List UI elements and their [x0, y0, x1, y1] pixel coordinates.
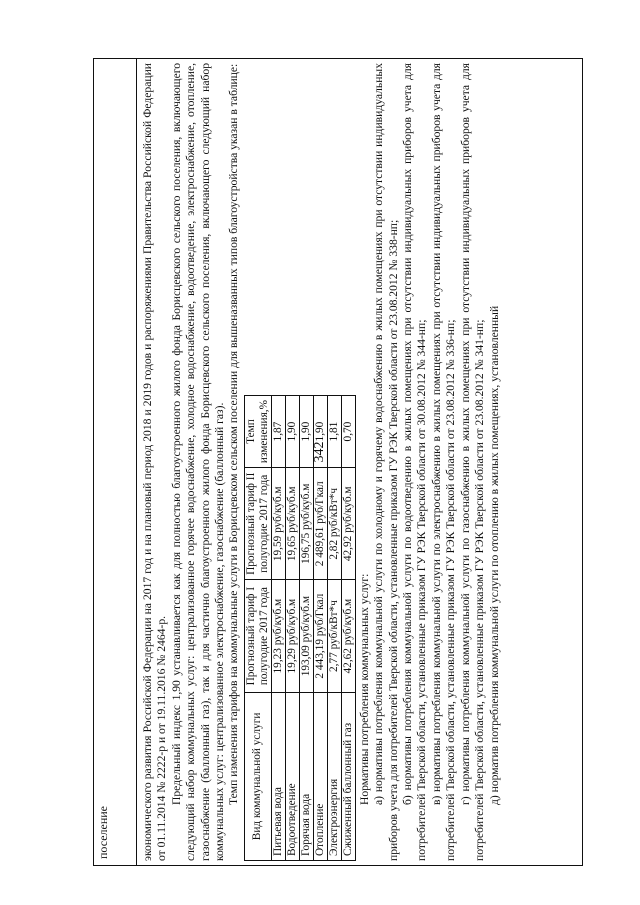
tariff-h1: 2 443,19 руб/Гкал — [313, 580, 327, 692]
document-body — [141, 63, 580, 861]
norm-item-a: а) нормативы потребления коммунальной услуги по холодному и горячему водоснабжению в жилых помещениях при отсутствии индивидуальных приборов учета для потребителей Тверской области, установленные приказом ГУ РЭК Тверской области от 23.08.2012 № 338-нп; — [372, 63, 400, 861]
norm-item-v: в) нормативы потребления коммунальной услуги по электроснабжению в жилых помещениях при отсутствии индивидуальных приборов учета для потребителей Тверской области, установленные приказом ГУ РЭК Тверской области от 23.08.2012 № 336-нп; — [429, 63, 458, 861]
tariff-h2: 2 489,61 руб/Гкал — [313, 468, 327, 580]
rate-change: 1,90 — [299, 396, 313, 468]
tariff-h2: 42,92 руб/куб.м — [341, 468, 355, 580]
norms-heading: Нормативы потребления коммунальных услуг: — [357, 573, 371, 805]
service-name: Отопление — [313, 692, 327, 860]
paragraph-table-intro: Темп изменения тарифов на коммунальные услуги в Борисцевском сельском поселении для вышеназванных типов благоустройства указан в таблице: — [227, 63, 241, 805]
rate-change: 1,81 — [327, 396, 341, 468]
column-header-tariff-h2: Прогнозный тариф II полугодие 2017 года — [244, 468, 271, 580]
tariff-h2: 196,75 руб/куб.м — [299, 468, 313, 580]
norm-item-g: г) нормативы потребления коммунальной услуги по газоснабжению в жилых помещениях при отсутствии индивидуальных приборов учета для потребителей Тверской области, установленные приказом ГУ РЭК Тверской области от 23.08.2012 № 341-нп; — [458, 63, 487, 861]
paragraph-intro: экономического развития Российской Федерации на 2017 год и на плановый период 2018 и 2019 годов и распоряжениями Правительства Российской Федерации от 01.11.2014 № 2222-р и от 19.11.2016 № 2464-р. — [141, 63, 169, 861]
table-row — [271, 396, 285, 861]
tariff-h1: 2,77 руб/кВт*ч — [327, 580, 341, 692]
service-name: Горячая вода — [299, 692, 313, 860]
table-row — [341, 396, 355, 861]
page-number: 342 — [312, 441, 327, 463]
service-name: Сжиженный баллонный газ — [341, 692, 355, 860]
table-header-row — [244, 396, 271, 861]
tariff-h2: 19,59 руб/куб.м — [271, 468, 285, 580]
service-name: Питьевая вода — [271, 692, 285, 860]
column-header-rate: Темп изменения,% — [244, 396, 271, 468]
rate-change: 0,70 — [341, 396, 355, 468]
rate-change: 1,90 — [285, 396, 299, 468]
column-header-service: Вид коммунальной услуги — [244, 692, 271, 860]
tariff-h2: 2,82 руб/кВт*ч — [327, 468, 341, 580]
column-header-tariff-h1: Прогнозный тариф I полугодие 2017 года — [244, 580, 271, 692]
rate-change: 1,87 — [271, 396, 285, 468]
service-name: Электроэнергия — [327, 692, 341, 860]
norm-item-d: д) норматив потребления коммунальной услуги по отоплению в жилых помещениях, установленный — [487, 305, 501, 805]
table-row — [327, 396, 341, 861]
rate-change: 1,90 — [313, 396, 327, 468]
tariff-h1: 19,23 руб/куб.м — [271, 580, 285, 692]
tariff-h1: 42,62 руб/куб.м — [341, 580, 355, 692]
paragraph-index: Предельный индекс 1,90 устанавливается как для полностью благоустроенного жилого фонда Борисцевского сельского поселения, включающего следующий набор коммунальных услуг: централизованное горячее водоснабжение, холодное водоснабжение, водоотведение, электроснабжение, отопление, газоснабжение (баллонный газ), так и для частично благоустроенного жилого фонда Борисцевского сельского поселения, включающего следующий набор коммунальных услуг: централизованное электроснабжение, газоснабжение (баллонный газ). — [169, 63, 227, 861]
settlement-label-cell: поселение — [94, 59, 137, 865]
rotated-document-block — [93, 58, 583, 866]
tariff-h1: 19,29 руб/куб.м — [285, 580, 299, 692]
document-frame — [93, 58, 583, 866]
tariff-h1: 193,09 руб/куб.м — [299, 580, 313, 692]
tariff-table — [244, 395, 356, 861]
norm-item-b: б) нормативы потребления коммунальной услуги по водоотведению в жилых помещениях при отсутствии индивидуальных приборов учета для потребителей Тверской области, установленные приказом ГУ РЭК Тверской области от 30.08.2012 № 344-нп; — [401, 63, 429, 861]
table-row — [285, 396, 299, 861]
table-row — [299, 396, 313, 861]
table-row — [313, 396, 327, 861]
tariff-h2: 19,65 руб/куб.м — [285, 468, 299, 580]
service-name: Водоотведение — [285, 692, 299, 860]
